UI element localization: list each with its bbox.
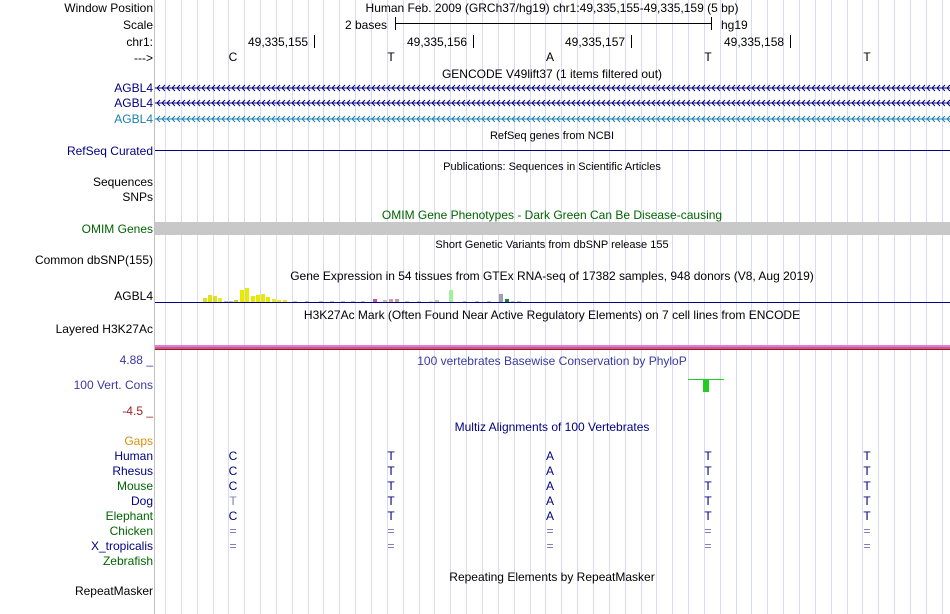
refseq-title: RefSeq genes from NCBI (489, 130, 615, 142)
refseq-gene-line[interactable] (155, 150, 950, 151)
alignment-base: T (387, 479, 395, 493)
alignment-base: A (545, 494, 554, 508)
gencode-transcript-2[interactable] (155, 98, 950, 108)
alignment-base: = (704, 524, 712, 538)
label-chrom: chr1: (126, 35, 153, 49)
ruler-base-1: C (228, 50, 238, 64)
alignment-base: C (228, 449, 238, 463)
dbsnp-title: Short Genetic Variants from dbSNP release 155 (435, 239, 669, 251)
alignment-base: A (545, 449, 554, 463)
label-species-mouse[interactable]: Mouse (116, 479, 153, 493)
coord-label-1: 49,335,155 (248, 35, 309, 49)
label-species-human[interactable]: Human (114, 449, 153, 463)
alignment-base: T (863, 479, 871, 493)
label-gaps[interactable]: Gaps (124, 434, 153, 448)
phylop-score-bar[interactable] (703, 380, 709, 392)
scale-text: 2 bases (345, 18, 388, 32)
gtex-tissue-bar[interactable] (245, 288, 249, 302)
gencode-title: GENCODE V49lift37 (1 items filtered out) (441, 67, 663, 81)
multiz-title: Multiz Alignments of 100 Vertebrates (454, 420, 650, 434)
omim-gene-bar[interactable] (155, 222, 950, 235)
alignment-base: = (704, 539, 712, 553)
label-refseq-curated[interactable]: RefSeq Curated (66, 144, 153, 158)
ruler-base-5: T (863, 50, 871, 64)
gtex-tissue-bar[interactable] (499, 294, 503, 302)
label-species-elephant[interactable]: Elephant (105, 509, 153, 523)
label-species-xtropicalis[interactable]: X_tropicalis (90, 539, 153, 553)
gtex-tissue-bar[interactable] (449, 290, 453, 302)
h3k27ac-title: H3K27Ac Mark (Often Found Near Active Regulatory Elements) on 7 cell lines from ENCODE (303, 308, 801, 322)
label-scale: Scale (122, 18, 153, 32)
label-agbl4-2[interactable]: AGBL4 (114, 96, 153, 110)
coord-label-4: 49,335,158 (724, 35, 785, 49)
gtex-title: Gene Expression in 54 tissues from GTEx RNA-seq of 17382 samples, 948 donors (V8, Aug 2019) (290, 269, 814, 283)
label-snps[interactable]: SNPs (122, 190, 153, 204)
coord-tick-1 (314, 35, 315, 48)
alignment-base: C (228, 464, 238, 478)
label-window-position: Window Position (64, 1, 153, 15)
label-common-dbsnp[interactable]: Common dbSNP(155) (34, 253, 153, 267)
alignment-base: = (229, 524, 237, 538)
ruler-base-4: T (704, 50, 712, 64)
label-species-rhesus[interactable]: Rhesus (112, 464, 153, 478)
coord-tick-4 (790, 35, 791, 48)
label-agbl4-3[interactable]: AGBL4 (114, 112, 153, 126)
coord-tick-2 (473, 35, 474, 48)
db-name: hg19 (721, 18, 748, 32)
alignment-base: A (545, 509, 554, 523)
alignment-base: T (704, 494, 712, 508)
alignment-base: T (704, 509, 712, 523)
gtex-expression-bars[interactable] (155, 284, 950, 302)
ruler-base-2: T (387, 50, 395, 64)
repeatmasker-title: Repeating Elements by RepeatMasker (449, 570, 655, 584)
alignment-base: T (863, 464, 871, 478)
ruler-base-3: A (545, 50, 554, 64)
alignment-base: T (704, 464, 712, 478)
coord-label-3: 49,335,157 (565, 35, 626, 49)
label-species-chicken[interactable]: Chicken (109, 524, 153, 538)
gtex-tissue-bar[interactable] (256, 295, 260, 302)
alignment-base: T (863, 509, 871, 523)
gtex-tissue-bar[interactable] (240, 290, 244, 302)
label-strand-arrow[interactable]: ---> (134, 51, 153, 65)
track-image[interactable] (155, 0, 950, 614)
label-cons-max: 4.88 _ (119, 353, 153, 367)
coord-tick-3 (631, 35, 632, 48)
gtex-tissue-bar[interactable] (208, 295, 212, 302)
alignment-base: A (545, 479, 554, 493)
alignment-base: T (387, 449, 395, 463)
alignment-base: = (387, 539, 395, 553)
label-sequences[interactable]: Sequences (92, 175, 153, 189)
alignment-base: A (545, 464, 554, 478)
label-species-dog[interactable]: Dog (130, 494, 153, 508)
alignment-base: C (228, 479, 238, 493)
gencode-transcript-3[interactable] (155, 114, 950, 124)
alignment-base: = (863, 524, 871, 538)
publications-title: Publications: Sequences in Scientific Articles (443, 161, 661, 173)
label-cons-min: -4.5 _ (122, 404, 153, 418)
track-labels (0, 0, 153, 614)
alignment-base: T (863, 494, 871, 508)
alignment-base: T (704, 449, 712, 463)
coord-label-2: 49,335,156 (407, 35, 468, 49)
alignment-base: = (387, 524, 395, 538)
gtex-gene-line (155, 302, 950, 303)
label-repeatmasker[interactable]: RepeatMasker (74, 584, 153, 598)
alignment-base: = (863, 539, 871, 553)
scale-bar (395, 23, 712, 24)
alignment-base: T (387, 494, 395, 508)
alignment-base: T (387, 509, 395, 523)
alignment-base: = (229, 539, 237, 553)
label-species-zebrafish[interactable]: Zebrafish (102, 554, 153, 568)
alignment-base: T (229, 494, 237, 508)
alignment-base: T (387, 464, 395, 478)
h3k27ac-signal-base (155, 349, 950, 350)
label-omim-genes[interactable]: OMIM Genes (81, 222, 153, 236)
gencode-transcript-1[interactable] (155, 83, 950, 93)
label-agbl4-gtex[interactable]: AGBL4 (114, 289, 153, 303)
label-agbl4-1[interactable]: AGBL4 (114, 81, 153, 95)
alignment-base: = (546, 524, 554, 538)
scale-bar-right (711, 17, 712, 30)
phylop-title: 100 vertebrates Basewise Conservation by PhyloP (417, 354, 687, 368)
alignment-base: T (704, 479, 712, 493)
alignment-base: C (228, 509, 238, 523)
assembly-position: Human Feb. 2009 (GRCh37/hg19) chr1:49,335,155-49,335,159 (5 bp) (365, 1, 739, 15)
label-layered-h3k27ac[interactable]: Layered H3K27Ac (55, 322, 153, 336)
omim-title: OMIM Gene Phenotypes - Dark Green Can Be Disease-causing (381, 208, 723, 222)
alignment-base: T (863, 449, 871, 463)
gtex-tissue-bar[interactable] (261, 294, 265, 302)
label-vert-cons[interactable]: 100 Vert. Cons (73, 378, 153, 392)
alignment-base: = (546, 539, 554, 553)
